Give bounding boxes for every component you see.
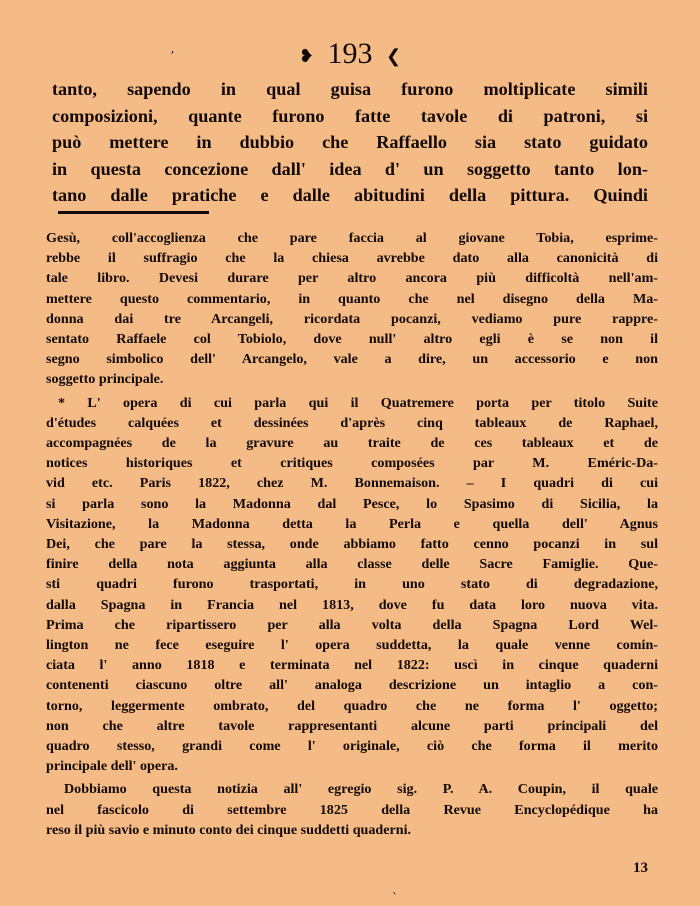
right-ornament-icon: ❮	[386, 46, 402, 67]
footnote-line: d'études calquées et dessinées d'après cinq tableaux de Raphael,	[46, 414, 658, 431]
footnote-divider	[58, 211, 209, 214]
footnote-star-body	[46, 413, 658, 777]
footnote-line: sentato Raffaele col Tobiolo, dove null' altro egli è se non il	[46, 331, 658, 348]
main-text-line: può mettere in dubbio che Raffaello sia stato guidato	[52, 132, 648, 152]
page-header	[0, 36, 700, 74]
footnote-line: torno, leggermente ombrato, del quadro che ne forma l' oggetto;	[46, 697, 658, 714]
footnote-line: finire della nota aggiunta alla classe delle Sacre Famiglie. Que-	[46, 556, 658, 573]
footnote-line: non che altre tavole rappresentanti alcune parti principali del	[46, 717, 658, 734]
footnote-line: lington ne fece eseguire l' opera suddetta, la quale venne comin-	[46, 637, 658, 654]
left-ornament-icon: ❥	[298, 46, 314, 67]
footnote-line: si parla sono la Madonna dal Pesce, lo Spasimo di Sicilia, la	[46, 495, 658, 512]
footnote-line: sti quadri furono trasportati, in uno stato di degradazione,	[46, 576, 658, 593]
footnote-line: accompagnées de la gravure au traite de ces tableaux et de	[46, 435, 658, 452]
footnote-continued	[46, 228, 658, 390]
footnote-line: nel fascicolo di settembre 1825 della Revue Encyclopédique ha	[46, 801, 658, 818]
footnote-line: reso il più savio e minuto conto dei cinque suddetti quaderni.	[46, 821, 412, 838]
footnote-line: Visitazione, la Madonna detta la Perla e quella dell' Agnus	[46, 515, 658, 532]
ink-speck: ˋ	[392, 891, 398, 905]
signature-mark: 13	[633, 860, 648, 876]
main-text	[52, 76, 648, 209]
footnote-line: * L' opera di cui parla qui il Quatremere porta per titolo Suite	[58, 394, 658, 411]
main-text-line: tano dalle pratiche e dalle abitudini della pittura. Quindi	[52, 185, 648, 205]
footnote-line: soggetto principale.	[46, 371, 164, 388]
footnote-line: ciata l' anno 1818 e terminata nel 1822: uscì in cinque quaderni	[46, 657, 658, 674]
footnote-line: principale dell' opera.	[46, 758, 178, 775]
page-number: 193	[327, 37, 373, 70]
footnote-line: quadro stesso, grandi come l' originale, ciò che forma il merito	[46, 738, 658, 755]
footnote-line: segno simbolico dell' Arcangelo, vale a dire, un accessorio e non	[46, 351, 658, 368]
footnote-line: dalla Spagna in Francia nel 1813, dove fu data loro nuova vita.	[46, 596, 658, 613]
footnote-line: mettere questo commentario, in quanto che nel disegno della Ma-	[46, 290, 658, 307]
footnote-line: Dobbiamo questa notizia all' egregio sig. P. A. Coupin, il quale	[64, 781, 658, 798]
footnote-line: contenenti ciascuno oltre all' analoga descrizione un intaglio a con-	[46, 677, 658, 694]
footnote-line: rebbe il suffragio che la chiesa avrebbe dato alla canonicità di	[46, 250, 658, 267]
footnote-final-body	[46, 800, 658, 840]
main-text-line: composizioni, quante furono fatte tavole di patroni, si	[52, 105, 648, 126]
footnote-star	[46, 393, 658, 413]
footnote-line: donna dai tre Arcangeli, ricordata pocanzi, vediamo pure rappre-	[46, 310, 658, 327]
footnote-line: Dei, che pare la stessa, onde abbiamo fatto cenno pocanzi in sul	[46, 536, 658, 553]
footnote-line: vid etc. Paris 1822, chez M. Bonnemaison. – I quadri di cui	[46, 475, 658, 492]
footnotes	[46, 228, 658, 840]
main-text-line: in questa concezione dall' idea d' un soggetto tanto lon-	[52, 158, 648, 179]
ink-speck: ʼ	[170, 49, 174, 63]
footnote-line: Gesù, coll'accoglienza che pare faccia al giovane Tobia, esprime-	[46, 230, 658, 246]
footnote-final	[46, 779, 658, 799]
footnote-line: tale libro. Devesi durare per altro ancora più difficoltà nell'am-	[46, 270, 658, 287]
main-text-line: tanto, sapendo in qual guisa furono moltiplicate simili	[52, 79, 648, 99]
footnote-line: notices historiques et critiques composées par M. Eméric-Da-	[46, 455, 658, 472]
footnote-line: Prima che ripartissero per alla volta della Spagna Lord Wel-	[46, 616, 658, 633]
